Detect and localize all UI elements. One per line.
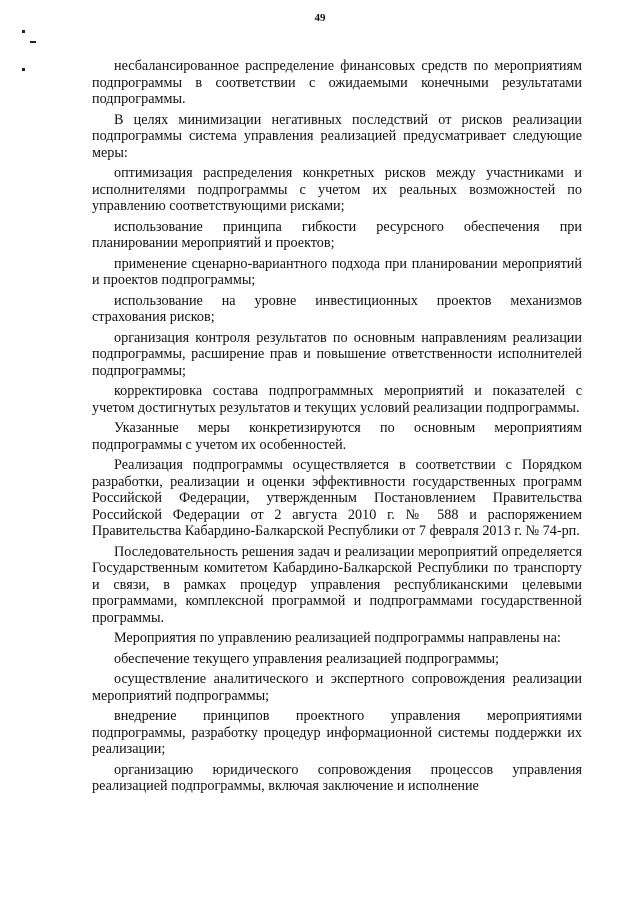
paragraph-task-sequence: Последовательность решения задач и реализации мероприятий определяется Государственным комитетом Кабардино-Балкарской Республики по транспорту и связи, в рамках процедур управления республиканскими целевыми программами, комплексной программой и подпрограммами государственной программы. (92, 543, 582, 626)
paragraph-implementation-order: Реализация подпрограммы осуществляется в соответствии с Порядком разработки, реализации и оценки эффективности государственных программ Российской Федерации, утвержденным Постановлением Правительства Российской Федерации от 2 августа 2010 г. № 588 и распоряжением Правительства Кабардино-Балкарской Республики от 7 февраля 2013 г. № 74-рп. (92, 457, 582, 539)
paragraph-risk-minimization-intro: В целях минимизации негативных последствий от рисков реализации подпрограммы система управления реализацией предусматривает следующие меры: (92, 111, 582, 161)
page-number: 49 (314, 12, 326, 24)
list-item-composition-adjustment: корректировка состава подпрограммных мероприятий и показателей с учетом достигнутых результатов и текущих условий реализации подпрограммы. (92, 383, 582, 416)
list-item-scenario-approach: применение сценарно-вариантного подхода при планировании мероприятий и проектов подпрограммы; (92, 255, 582, 288)
scan-mark-bottom (22, 68, 25, 71)
list-item-project-management: внедрение принципов проектного управления мероприятиями подпрограммы, разработку процедур информационной системы поддержки их реализации; (92, 708, 582, 757)
paragraph-risk-imbalance: несбалансированное распределение финансовых средств по мероприятиям подпрограммы в соответствии с ожидаемыми конечными результатами подпрограммы. (92, 58, 582, 107)
list-item-legal-support: организацию юридического сопровождения процессов управления реализацией подпрограммы, включая заключение и исполнение (92, 761, 582, 794)
paragraph-management-measures-intro: Мероприятия по управлению реализацией подпрограммы направлены на: (114, 630, 561, 646)
scan-mark-top (22, 30, 25, 33)
list-item-resource-flexibility: использование принципа гибкости ресурсного обеспечения при планировании мероприятий и проектов; (92, 218, 582, 251)
document-body (92, 58, 582, 797)
scan-mark-dash (30, 41, 36, 43)
list-item-current-management: обеспечение текущего управления реализацией подпрограммы; (114, 650, 500, 667)
list-item-risk-insurance: использование на уровне инвестиционных проектов механизмов страхования рисков; (92, 292, 582, 325)
list-item-risk-distribution: оптимизация распределения конкретных рисков между участниками и исполнителями подпрограммы с учетом их реальных возможностей по управлению соответствующими рисками; (92, 165, 582, 214)
paragraph-measures-specified: Указанные меры конкретизируются по основным мероприятиям подпрограммы с учетом их особенностей. (92, 420, 582, 453)
list-item-results-control: организация контроля результатов по основным направлениям реализации подпрограммы, расширение прав и повышение ответственности исполнителей подпрограммы; (92, 329, 582, 379)
list-item-analytical-support: осуществление аналитического и экспертного сопровождения реализации мероприятий подпрограммы; (92, 671, 582, 704)
